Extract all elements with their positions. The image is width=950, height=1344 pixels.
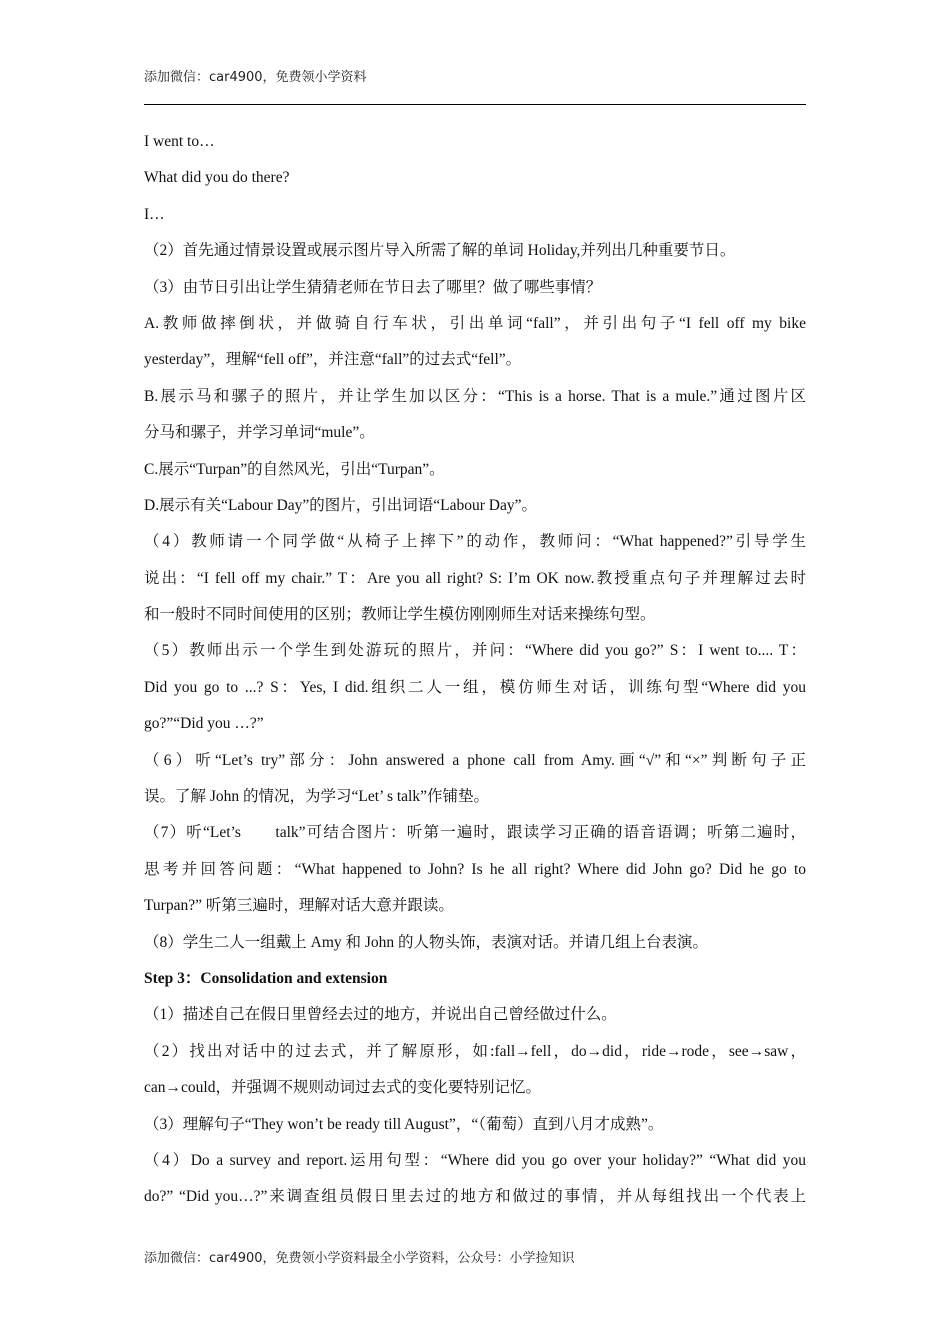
text-line: （8）学生二人一组戴上 Amy 和 John 的人物头饰，表演对话。并请几组上台表演。 (144, 933, 709, 951)
page-footer: 添加微信：car4900，免费领小学资料最全小学资料，公众号：小学捡知识 (144, 1251, 575, 1266)
text-line: （1）描述自己在假日里曾经去过的地方，并说出自己曾经做过什么。 (144, 1006, 617, 1024)
text-line: I went to… (144, 133, 215, 150)
text-line: can→could，并强调不规则动词过去式的变化要特别记忆。 (144, 1079, 541, 1097)
text-line: Turpan?” 听第三遍时，理解对话大意并跟读。 (144, 897, 454, 915)
text-line: 误。了解 John 的情况，为学习“Let’ s talk”作铺垫。 (144, 788, 489, 806)
text-line: 说出：“I fell off my chair.” T：Are you all right? S: I’m OK now.教授重点句子并理解过去时 (144, 569, 806, 587)
text-line: do?” “Did you…?”来调查组员假日里去过的地方和做过的事情，并从每组找出一个代表上 (144, 1188, 806, 1206)
page-header: 添加微信：car4900，免费领小学资料 (144, 70, 367, 85)
text-line: （4）教师请一个同学做“从椅子上摔下”的动作，教师问：“What happened?”引导学生 (144, 533, 806, 551)
section-heading: Step 3：Consolidation and extension (144, 969, 388, 987)
text-line: 分马和骡子，并学习单词“mule”。 (144, 424, 375, 442)
text-line: D.展示有关“Labour Day”的图片，引出词语“Labour Day”。 (144, 496, 538, 514)
text-line: What did you do there? (144, 169, 290, 187)
text-line: （4）Do a survey and report.运用句型：“Where did you go over your holiday?” “What did you (144, 1151, 806, 1169)
text-line: B.展示马和骡子的照片，并让学生加以区分：“This is a horse. That is a mule.”通过图片区 (144, 387, 806, 405)
text-line: （5）教师出示一个学生到处游玩的照片，并问：“Where did you go?” S：I went to.... T： (144, 642, 806, 660)
text-line: Did you go to ...? S：Yes, I did.组织二人一组，模仿师生对话，训练句型“Where did you (144, 678, 806, 696)
text-line: 思考并回答问题：“What happened to John? Is he all right? Where did John go? Did he go to (144, 860, 806, 878)
text-line: （3）由节日引出让学生猜猜老师在节日去了哪里？做了哪些事情？ (144, 278, 602, 296)
text-line: （2）找出对话中的过去式，并了解原形，如:fall→fell，do→did，ride→rode，see→saw， (144, 1042, 806, 1060)
text-line: I… (144, 205, 165, 223)
text-line: 和一般时不同时间使用的区别；教师让学生模仿刚刚师生对话来操练句型。 (144, 606, 656, 624)
text-line: （3）理解句子“They won’t be ready till August”，“（葡萄）直到八月才成熟”。 (144, 1115, 664, 1133)
text-line: （6）听“Let’s try”部分：John answered a phone call from Amy.画“√”和“×”判断句子正 (144, 751, 806, 769)
text-line: go?”“Did you …?” (144, 715, 264, 733)
text-line: （7）听“Let’s talk”可结合图片：听第一遍时，跟读学习正确的语音语调；听第二遍时， (144, 824, 806, 842)
text-line: C.展示“Turpan”的自然风光，引出“Turpan”。 (144, 460, 445, 478)
header-divider (144, 104, 806, 105)
text-line: A.教师做摔倒状，并做骑自行车状，引出单词“fall”，并引出句子“I fell off my bike (144, 314, 806, 332)
text-line: yesterday”，理解“fell off”，并注意“fall”的过去式“fell”。 (144, 351, 522, 369)
text-line: （2）首先通过情景设置或展示图片导入所需了解的单词 Holiday,并列出几种重要节日。 (144, 242, 736, 260)
document-body (144, 124, 806, 1216)
